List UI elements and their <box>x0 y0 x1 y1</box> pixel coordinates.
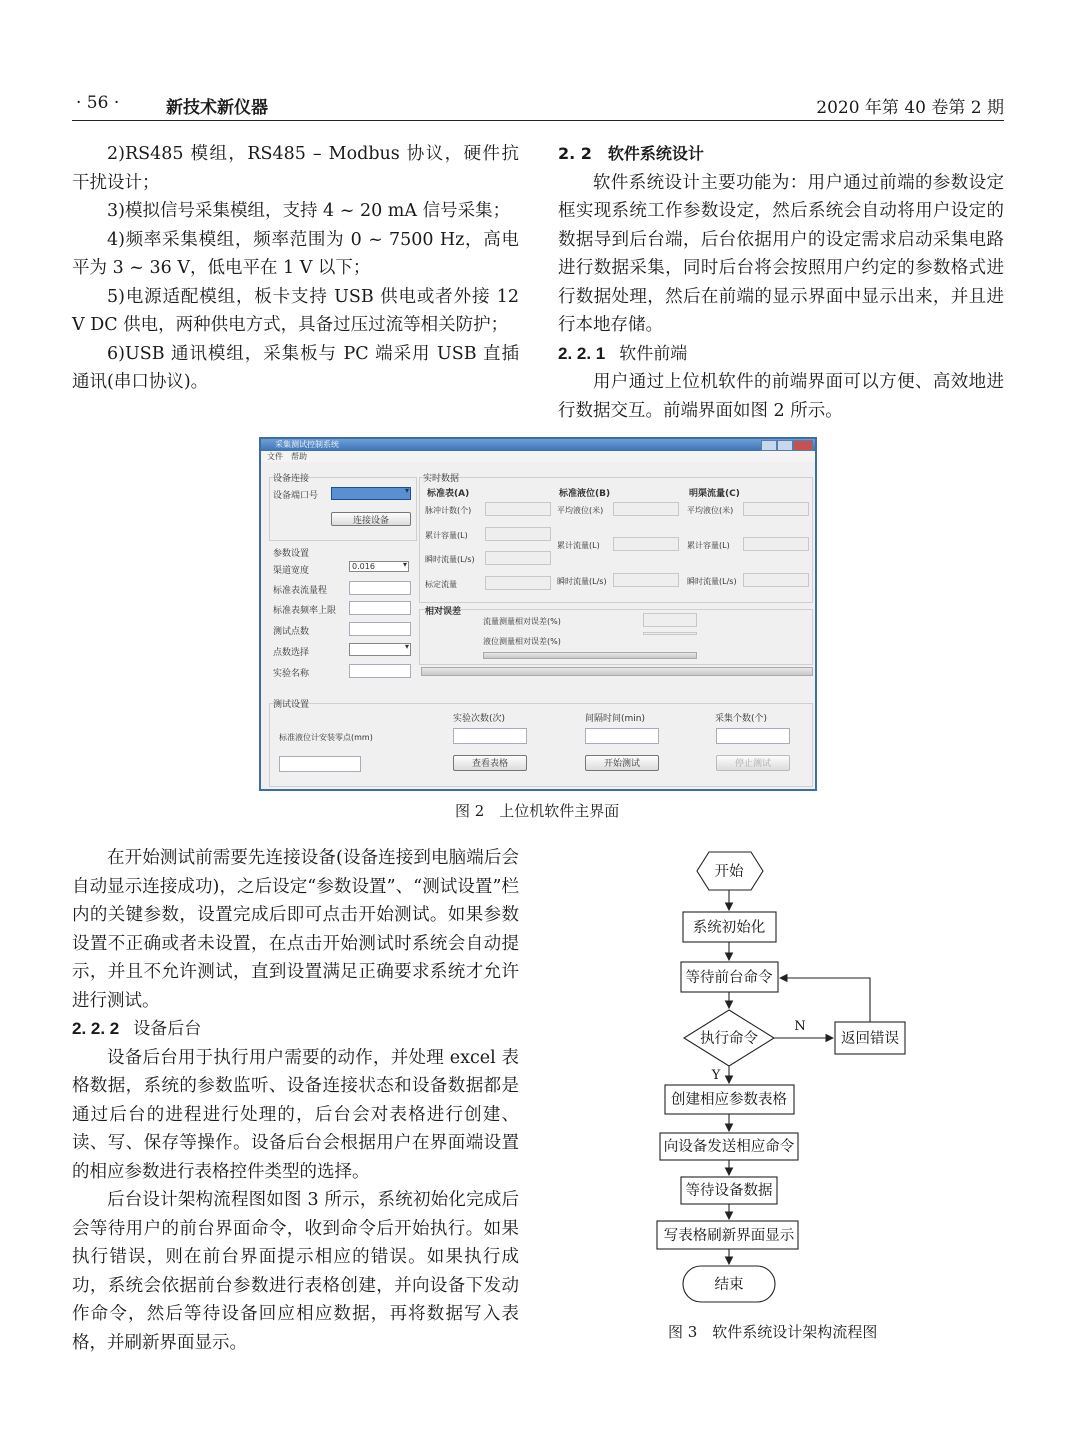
right-top-text <box>558 140 1004 425</box>
issue-info: 2020 年第 40 卷第 2 期 <box>816 98 1004 118</box>
interval-input[interactable] <box>585 728 659 744</box>
param-label: 测试点数 <box>273 627 310 637</box>
field-label: 平均液位(米) <box>687 506 734 515</box>
field-label: 瞬时流量(L/s) <box>687 577 737 586</box>
subsection-number: 2. 2. 2 <box>72 1019 120 1038</box>
value-field <box>613 573 679 587</box>
write-table-label: 写表格刷新界面显示 <box>663 1228 795 1244</box>
field-label: 标准液位计安装零点(mm) <box>279 733 373 742</box>
field-label: 瞬时流量(L/s) <box>557 577 607 586</box>
view-table-button[interactable]: 查看表格 <box>453 755 527 771</box>
value-field <box>485 527 551 541</box>
param-label: 实验名称 <box>273 669 310 679</box>
value-field <box>613 502 679 516</box>
port-select[interactable] <box>331 487 411 500</box>
field-label: 累计容量(L) <box>687 541 730 550</box>
port-label: 设备端口号 <box>273 491 319 501</box>
software-screenshot <box>259 437 817 791</box>
field-label: 脉冲计数(个) <box>425 506 472 515</box>
create-table-label: 创建相应参数表格 <box>671 1092 787 1108</box>
paragraph: 后台设计架构流程图如图 3 所示，系统初始化完成后会等待用户的前台界面命令，收到命令后开始执行。如果执行错误，则在前台界面提示相应的错误。如果执行成功，系统会依据前台参数进行表格创建，并向设备下发动作命令，然后等待设备回应相应数据，再将数据写入表格，并刷新界面显示。 <box>72 1190 519 1353</box>
minimize-icon[interactable] <box>761 440 777 451</box>
paragraph: 设备后台用于执行用户需要的动作，并处理 excel 表格数据，系统的参数监听、设备连接状态和设备数据都是通过后台的进程进行处理的，后台会对表格进行创建、读、写、保存等操作。设备后台会根据用户在界面端设置的相应参数进行表格控件类型的选择。 <box>72 1047 519 1182</box>
field-label: 平均液位(米) <box>557 506 604 515</box>
param-input[interactable] <box>349 581 411 595</box>
field-label: 瞬时流量(L/s) <box>425 555 475 564</box>
window-titlebar <box>261 439 815 451</box>
column-header: 采集个数(个) <box>715 714 768 724</box>
rel-error-label: 相对误差 <box>425 607 462 617</box>
wait-command-label: 等待前台命令 <box>685 970 773 986</box>
paragraph: 在开始测试前需要先连接设备(设备连接到电脑端后会自动显示连接成功)，之后设定“参数设置”、“测试设置”栏内的关键参数，设置完成后即可点击开始测试。如果参数设置不正确或者未设置，在点击开始测试时系统会自动提示，并且不允许测试，直到设置满足正确要求系统才允许进行测试。 <box>72 848 519 1011</box>
subsection-title: 设备后台 <box>133 1019 202 1039</box>
progress-bar <box>483 652 697 659</box>
subsection-heading <box>558 340 1004 369</box>
left-bottom-text <box>72 844 519 1357</box>
paragraph: 5)电源适配模组，板卡支持 USB 供电或者外接 12 V DC 供电，两种供电方式，具备过压过流等相关防护； <box>72 286 519 335</box>
flowchart <box>640 840 940 1310</box>
param-label: 标准表频率上限 <box>273 606 337 616</box>
start-test-button[interactable]: 开始测试 <box>585 755 659 771</box>
journal-name: 新技术新仪器 <box>166 98 268 118</box>
param-label: 渠道宽度 <box>273 566 310 576</box>
param-label: 点数选择 <box>273 648 310 658</box>
menu-bar <box>261 451 815 462</box>
realtime-group-label: 实时数据 <box>423 474 460 484</box>
left-top-text <box>72 140 519 397</box>
point-select[interactable] <box>349 643 411 656</box>
value-field <box>485 551 551 565</box>
column-header: 明渠流量(C) <box>689 489 740 499</box>
maximize-icon[interactable] <box>777 440 793 451</box>
zero-point-input[interactable] <box>279 756 361 772</box>
page-number: · 56 · <box>76 93 120 113</box>
value-field <box>643 613 697 627</box>
value-field <box>743 502 809 516</box>
value-field <box>743 573 809 587</box>
paragraph: 2)RS485 模组，RS485 – Modbus 协议，硬件抗干扰设计； <box>72 144 519 193</box>
send-command-label: 向设备发送相应命令 <box>663 1139 795 1155</box>
paragraph: 4)频率采集模组，频率范围为 0 ~ 7500 Hz，高电平为 3 ~ 36 V，低电平在 1 V 以下； <box>72 229 519 278</box>
paragraph: 软件系统设计主要功能为：用户通过前端的参数设定框实现系统工作参数设定，然后系统会自动将用户设定的数据导到后台端，后台依据用户的设定需求启动采集电路进行数据采集，同时后台将会按照用户约定的参数格式进行数据处理，然后在前端的显示界面中显示出来，并且进行本地存储。 <box>558 172 1004 335</box>
end-label: 结束 <box>714 1277 744 1293</box>
channel-width-select[interactable]: 0.016 ▾ <box>349 561 409 572</box>
paragraph: 3)模拟信号采集模组，支持 4 ~ 20 mA 信号采集； <box>107 201 511 221</box>
field-label: 液位测量相对误差(%) <box>483 637 561 646</box>
page-header <box>72 90 1004 121</box>
value-field <box>643 632 697 635</box>
section-heading: 2. 2 软件系统设计 <box>558 144 704 163</box>
yes-label: Y <box>711 1068 721 1083</box>
value-field <box>613 537 679 551</box>
execute-label: 执行命令 <box>700 1031 758 1047</box>
error-label: 返回错误 <box>841 1031 899 1047</box>
field-label: 流量测量相对误差(%) <box>483 617 561 626</box>
close-icon[interactable] <box>793 440 813 451</box>
column-header: 标准表(A) <box>427 489 470 499</box>
subsection-title: 软件前端 <box>619 343 688 364</box>
field-label: 标定流量 <box>425 580 457 589</box>
paragraph: 用户通过上位机软件的前端界面可以方便、高效地进行数据交互。前端界面如图 2 所示。 <box>558 372 1004 421</box>
value-field <box>743 537 809 551</box>
value-field <box>485 502 551 516</box>
device-group-label: 设备连接 <box>273 474 310 484</box>
param-label: 标准表流量程 <box>273 586 328 596</box>
params-group-label: 参数设置 <box>273 549 310 559</box>
column-header: 标准液位(B) <box>559 489 611 499</box>
figure-2-caption: 图 2 上位机软件主界面 <box>455 802 620 820</box>
paragraph: 6)USB 通讯模组，采集板与 PC 端采用 USB 直插通讯(串口协议)。 <box>72 343 519 392</box>
subsection-number: 2. 2. 1 <box>558 343 606 363</box>
figure-3-caption: 图 3 软件系统设计架构流程图 <box>668 1323 878 1341</box>
value-field <box>485 576 551 590</box>
field-label: 累计容量(L) <box>425 531 468 540</box>
param-input[interactable] <box>349 664 411 678</box>
param-input[interactable] <box>349 622 411 636</box>
test-group-label: 测试设置 <box>273 700 310 710</box>
status-bar <box>421 667 813 676</box>
subsection-heading <box>72 1015 519 1044</box>
no-label: N <box>794 1019 806 1034</box>
init-label: 系统初始化 <box>692 920 766 936</box>
window-title: 采集测试控制系统 <box>275 440 339 449</box>
flow-arrow <box>780 978 870 1022</box>
sample-count-input[interactable] <box>716 728 790 744</box>
connect-button[interactable]: 连接设备 <box>331 512 411 526</box>
menu-file[interactable]: 文件 <box>267 452 283 461</box>
column-header: 实验次数(次) <box>453 714 506 724</box>
column-header: 间隔时间(min) <box>585 714 645 724</box>
menu-help[interactable]: 帮助 <box>291 452 307 461</box>
field-label: 累计流量(L) <box>557 541 600 550</box>
param-input[interactable] <box>349 601 411 615</box>
stop-test-button[interactable]: 停止测试 <box>716 755 790 771</box>
wait-data-label: 等待设备数据 <box>685 1183 773 1199</box>
start-label: 开始 <box>714 864 744 880</box>
test-count-input[interactable] <box>453 728 527 744</box>
